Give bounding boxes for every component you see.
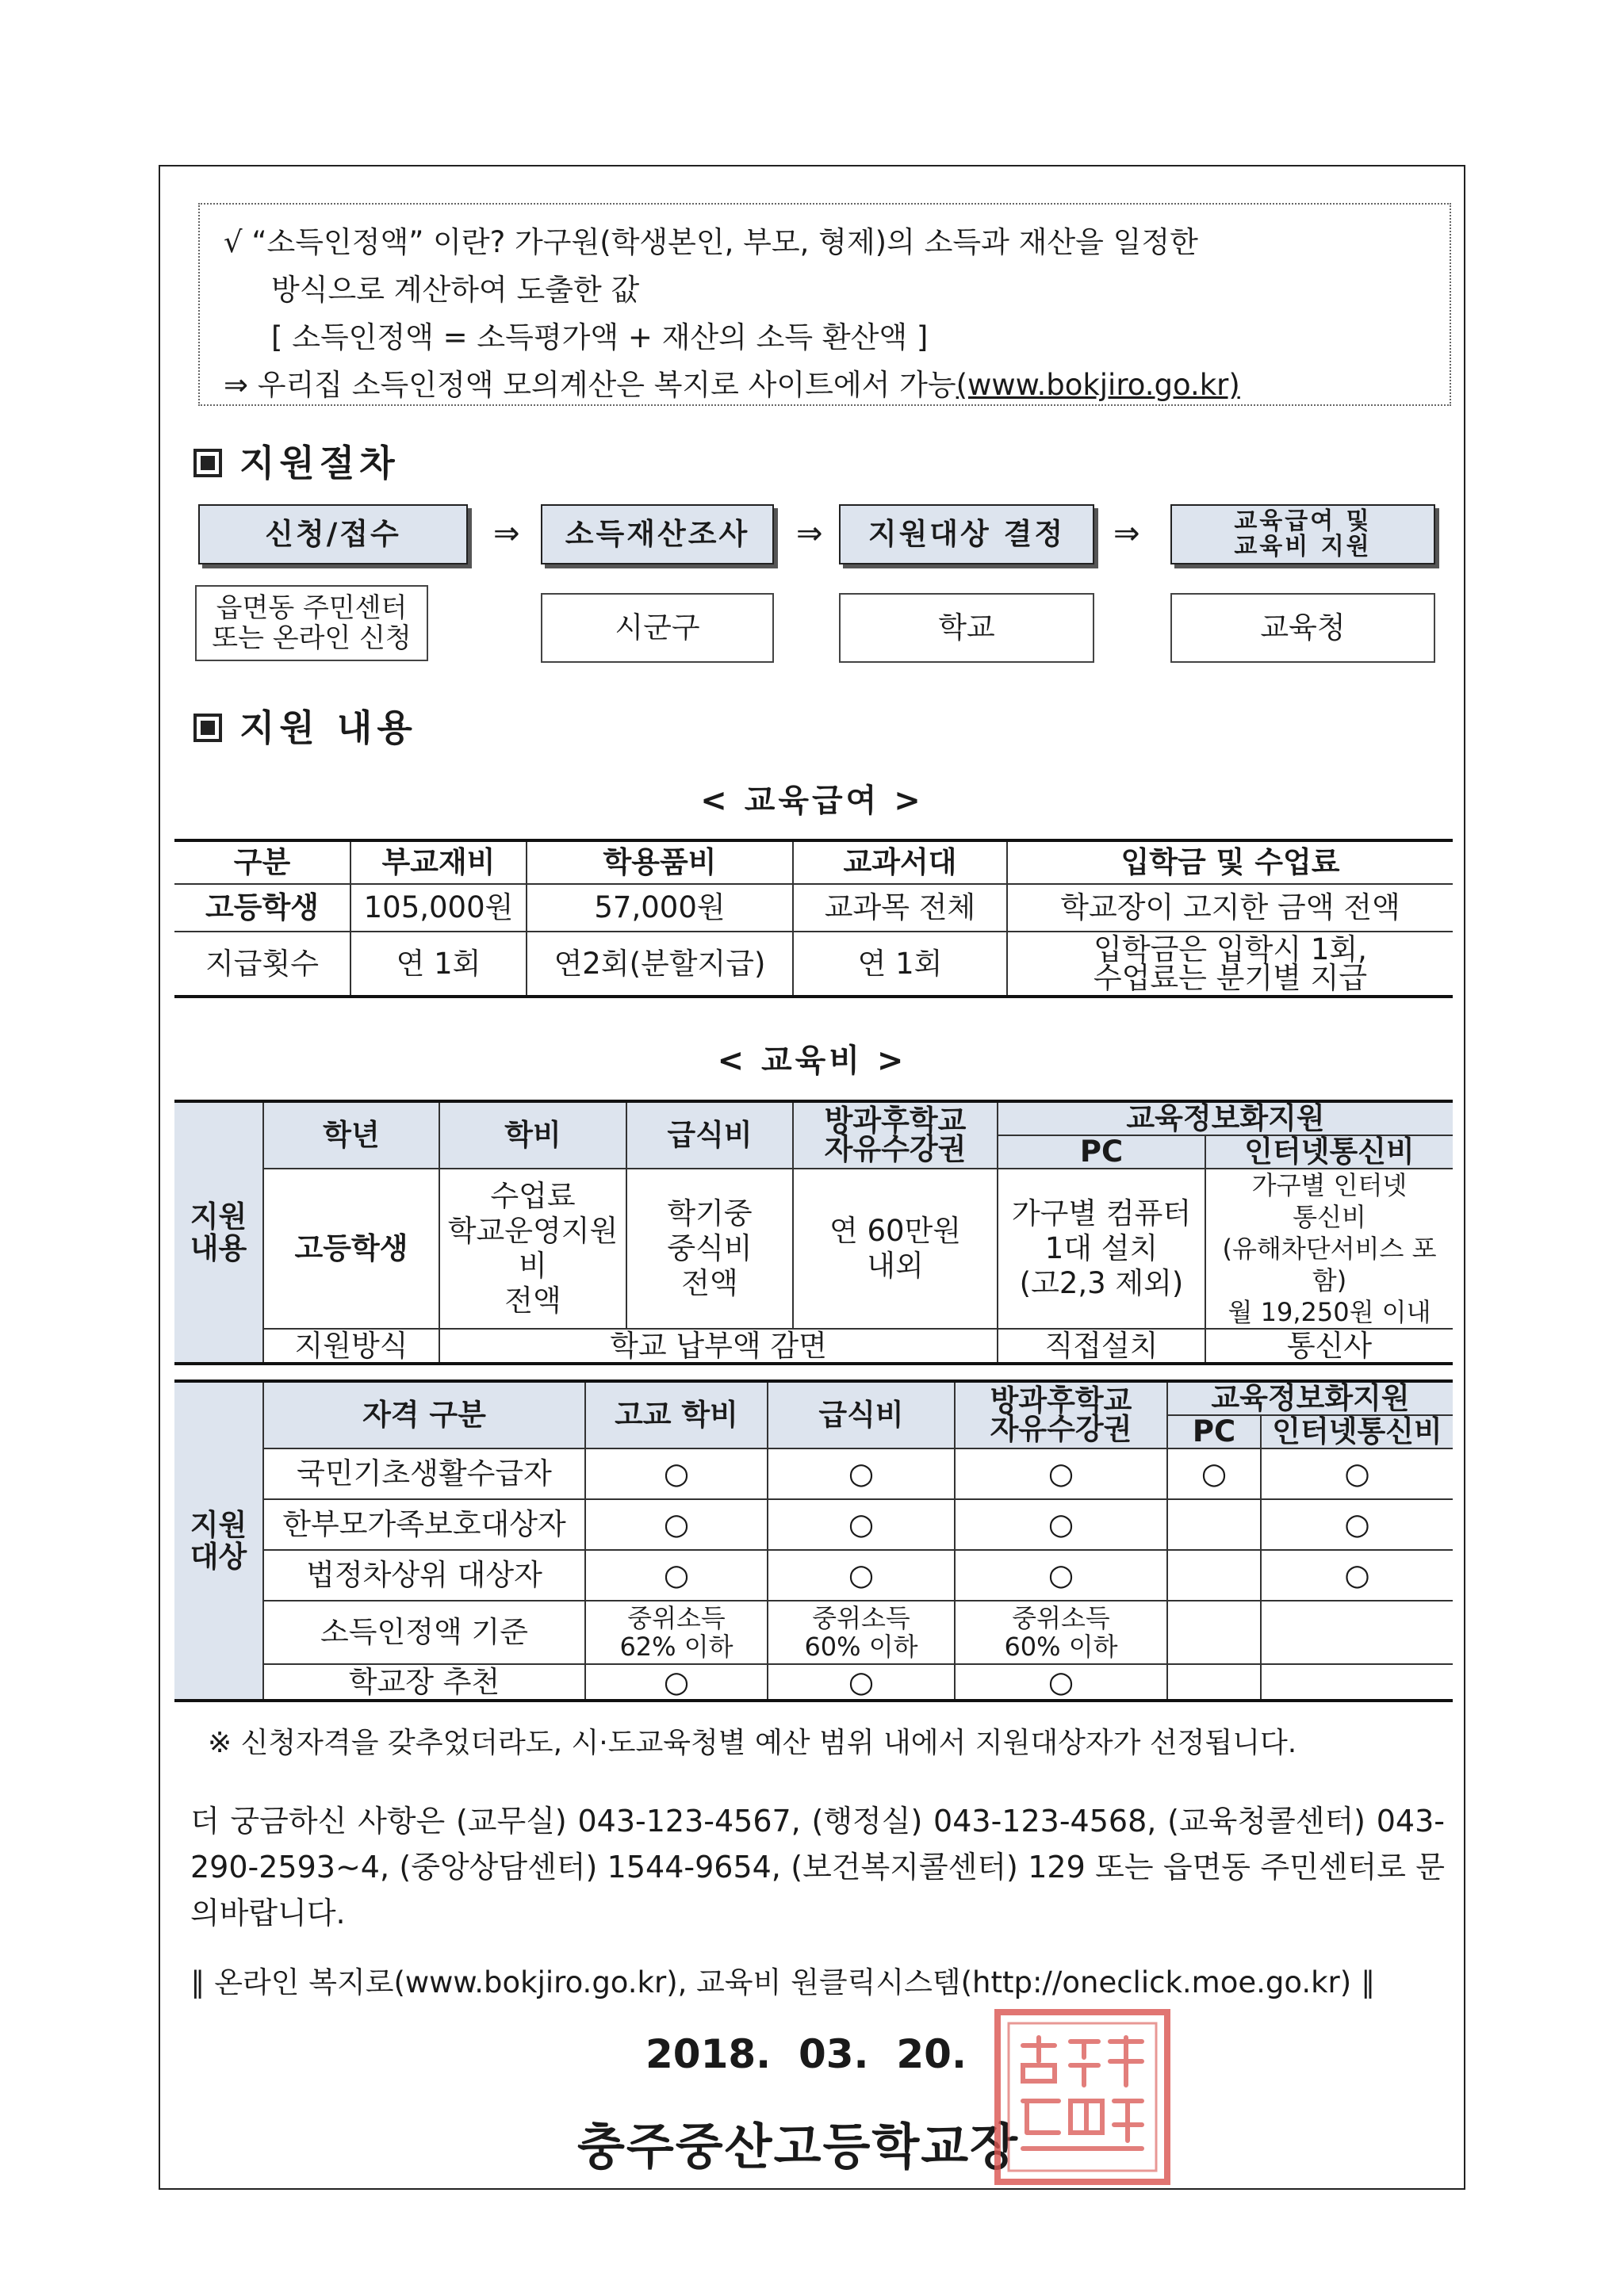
step-apply-detail: 읍면동 주민센터 또는 온라인 신청 [195, 585, 428, 661]
header-cell: 학용품비 [527, 840, 793, 884]
step-income-survey-detail: 시군구 [541, 593, 774, 663]
table-cell: ○ [585, 1664, 768, 1701]
note-line-1: √ “소득인정액” 이란? 가구원(학생본인, 부모, 형제)의 소득과 재산을 일정한 [224, 225, 1198, 259]
header-cell: 방과후학교 자유수강권 [955, 1381, 1167, 1448]
step-decision-detail: 학교 [839, 593, 1094, 663]
side-label: 지원 내용 [174, 1101, 263, 1364]
table-cell: ○ [955, 1499, 1167, 1550]
document-date: 2018. 03. 20. [645, 2031, 967, 2077]
row-label: 지원방식 [263, 1329, 439, 1364]
step-support-detail: 교육청 [1170, 593, 1435, 663]
arrow-icon: ⇒ [493, 515, 520, 552]
table-cell: 고등학생 [263, 1169, 439, 1329]
table-cell: 연2회(분할지급) [527, 932, 793, 997]
table-row [174, 1550, 1453, 1601]
table-cell: 가구별 인터넷 통신비 (유해차단서비스 포함) 월 19,250원 이내 [1205, 1169, 1453, 1329]
table-cell: ○ [768, 1664, 955, 1701]
table-cell: ○ [955, 1448, 1167, 1499]
edu-cost-table [174, 1100, 1453, 1365]
table-cell [1167, 1601, 1261, 1664]
header-cell: 고교 학비 [585, 1381, 768, 1448]
table-cell: 학기중 중식비 전액 [626, 1169, 793, 1329]
table-row [174, 1329, 1453, 1364]
table-cell: 가구별 컴퓨터 1대 설치 (고2,3 제외) [998, 1169, 1205, 1329]
table-row [174, 1499, 1453, 1550]
table-row [174, 884, 1453, 932]
edu-benefit-table [174, 839, 1453, 998]
table-header-row [174, 1381, 1453, 1415]
table-cell: 연 1회 [793, 932, 1007, 997]
step-support: 교육급여 및 교육비 지원 [1170, 504, 1435, 564]
header-cell: 학년 [263, 1101, 439, 1169]
row-label: 소득인정액 기준 [263, 1601, 585, 1664]
header-cell: PC [998, 1135, 1205, 1169]
square-bullet-icon [193, 714, 222, 742]
table-cell: ○ [955, 1664, 1167, 1701]
square-bullet-icon [193, 449, 222, 477]
income-definition-note [198, 203, 1451, 406]
table-cell: 수업료 학교운영지원비 전액 [439, 1169, 626, 1329]
arrow-icon: ⇒ [1113, 515, 1140, 552]
section-procedure [193, 434, 400, 487]
header-cell: 인터넷통신비 [1261, 1415, 1453, 1448]
edu-cost-title: < 교육비 > [717, 1043, 907, 1079]
school-principal-seal-icon [991, 2006, 1174, 2188]
table-cell: 입학금은 입학시 1회, 수업료는 분기별 지급 [1007, 932, 1453, 997]
header-cell: 부교재비 [350, 840, 527, 884]
table-cell: 학교 납부액 감면 [439, 1329, 998, 1364]
table-cell: ○ [585, 1499, 768, 1550]
table-cell: ○ [768, 1499, 955, 1550]
table-cell: 57,000원 [527, 884, 793, 932]
header-cell: 학비 [439, 1101, 626, 1169]
note-line-4 [224, 362, 1434, 409]
side-label: 지원 대상 [174, 1381, 263, 1701]
table-cell: ○ [768, 1550, 955, 1601]
footnote: ※ 신청자격을 갖추었더라도, 시·도교육청별 예산 범위 내에서 지원대상자가 선정됩니다. [208, 1727, 1297, 1759]
table-cell [1167, 1499, 1261, 1550]
section-procedure-title: 지원절차 [239, 442, 400, 484]
row-label: 국민기초생활수급자 [263, 1448, 585, 1499]
table-header-row [174, 840, 1453, 884]
table-cell: ○ [1261, 1499, 1453, 1550]
step-apply: 신청/접수 [198, 504, 468, 564]
section-content-title: 지원 내용 [239, 706, 417, 749]
table-cell: ○ [585, 1448, 768, 1499]
table-cell: 통신사 [1205, 1329, 1453, 1364]
online-links[interactable]: ∥ 온라인 복지로(www.bokjiro.go.kr), 교육비 원클릭시스템(http://oneclick.moe.go.kr) ∥ [190, 1965, 1376, 1999]
school-principal-name: 충주중산고등학교장 [577, 2118, 1020, 2175]
step-income-survey: 소득재산조사 [541, 504, 774, 564]
row-label: 학교장 추천 [263, 1664, 585, 1701]
table-row [174, 1169, 1453, 1329]
step-decision: 지원대상 결정 [839, 504, 1094, 564]
table-cell: 학교장이 고지한 금액 전액 [1007, 884, 1453, 932]
eligibility-table [174, 1380, 1453, 1702]
contact-info: 더 궁금하신 사항은 (교무실) 043-123-4567, (행정실) 043-123-4568, (교육청콜센터) 043-290-2593∼4, (중앙상담센터) 1544-9654, (보건복지콜센터) 129 또는 읍면동 주민센터로 문의바랍니다. [190, 1804, 1445, 1931]
header-cell: 급식비 [626, 1101, 793, 1169]
table-cell: 교과목 전체 [793, 884, 1007, 932]
arrow-icon: ⇒ [796, 515, 823, 552]
table-cell: ○ [585, 1550, 768, 1601]
table-cell [1167, 1550, 1261, 1601]
header-cell: 방과후학교 자유수강권 [793, 1101, 998, 1169]
table-cell: 연 1회 [350, 932, 527, 997]
header-cell: PC [1167, 1415, 1261, 1448]
table-header-row [174, 1101, 1453, 1135]
header-cell: 교육정보화지원 [998, 1101, 1453, 1135]
header-cell: 자격 구분 [263, 1381, 585, 1448]
header-cell: 입학금 및 수업료 [1007, 840, 1453, 884]
row-label: 지급횟수 [174, 932, 350, 997]
table-cell: 중위소득 60% 이하 [768, 1601, 955, 1664]
table-row [174, 932, 1453, 997]
table-cell [1261, 1664, 1453, 1701]
table-cell: ○ [1261, 1448, 1453, 1499]
table-cell: ○ [1261, 1550, 1453, 1601]
table-cell [1261, 1601, 1453, 1664]
note-line-4-text: ⇒ 우리집 소득인정액 모의계산은 복지로 사이트에서 가능 [224, 368, 956, 402]
table-cell: ○ [1167, 1448, 1261, 1499]
note-formula: [ 소득인정액 = 소득평가액 + 재산의 소득 환산액 ] [271, 320, 929, 354]
table-cell: ○ [955, 1550, 1167, 1601]
table-cell: 105,000원 [350, 884, 527, 932]
section-content [193, 699, 417, 752]
row-label: 법정차상위 대상자 [263, 1550, 585, 1601]
row-label: 고등학생 [174, 884, 350, 932]
table-row [174, 1601, 1453, 1664]
header-cell: 교과서대 [793, 840, 1007, 884]
table-cell [1167, 1664, 1261, 1701]
table-cell: 연 60만원 내외 [793, 1169, 998, 1329]
note-line-2: 방식으로 계산하여 도출한 값 [271, 273, 640, 307]
table-cell: 중위소득 60% 이하 [955, 1601, 1167, 1664]
table-cell: ○ [768, 1448, 955, 1499]
row-label: 한부모가족보호대상자 [263, 1499, 585, 1550]
header-cell: 교육정보화지원 [1167, 1381, 1453, 1415]
header-cell: 구분 [174, 840, 350, 884]
table-row [174, 1448, 1453, 1499]
header-cell: 급식비 [768, 1381, 955, 1448]
bokjiro-link[interactable]: (www.bokjiro.go.kr) [956, 368, 1240, 402]
table-cell: 직접설치 [998, 1329, 1205, 1364]
table-cell: 중위소득 62% 이하 [585, 1601, 768, 1664]
table-row [174, 1664, 1453, 1701]
edu-benefit-title: < 교육급여 > [700, 783, 924, 819]
header-cell: 인터넷통신비 [1205, 1135, 1453, 1169]
